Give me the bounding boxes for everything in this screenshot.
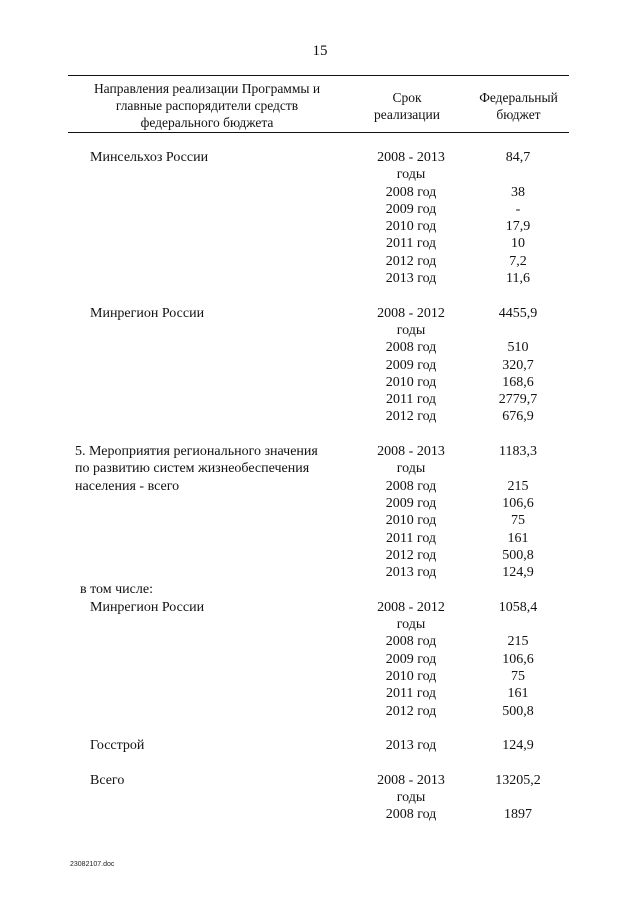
header-period: Срок реализации xyxy=(374,90,440,122)
cell-period: 2011 год xyxy=(385,530,437,546)
cell-period: 2010 год xyxy=(385,219,437,235)
cell-period: 2013 год xyxy=(385,738,437,754)
table-row xyxy=(0,547,640,564)
cell-period: годы xyxy=(396,789,426,805)
table-row xyxy=(0,443,640,460)
cell-budget: 13205,2 xyxy=(495,772,541,788)
table-row xyxy=(0,806,640,823)
cell-period: 2009 год xyxy=(385,651,437,667)
cell-budget: 676,9 xyxy=(502,409,534,425)
table-row xyxy=(0,305,640,322)
cell-direction: Минсельхоз России xyxy=(90,150,209,165)
cell-period: 2008 год xyxy=(385,478,437,494)
cell-direction: в том числе: xyxy=(80,582,153,598)
cell-budget: 84,7 xyxy=(505,150,531,165)
cell-budget: 161 xyxy=(507,686,529,702)
cell-budget: 106,6 xyxy=(502,651,534,667)
table-row xyxy=(0,374,640,391)
cell-budget: 1058,4 xyxy=(498,599,538,615)
cell-period: 2008 - 2012 xyxy=(377,599,445,615)
table-row xyxy=(0,339,640,356)
cell-budget: 500,8 xyxy=(502,703,534,719)
cell-period: 2009 год xyxy=(385,357,437,373)
cell-period: 2012 год xyxy=(385,409,437,425)
cell-budget: 4455,9 xyxy=(498,305,538,321)
cell-period: 2008 год xyxy=(385,340,437,356)
cell-period: 2011 год xyxy=(385,686,437,702)
cell-period: 2010 год xyxy=(385,513,437,529)
table-row xyxy=(0,651,640,668)
row-spacer xyxy=(0,426,640,443)
table-row xyxy=(0,772,640,789)
cell-period: 2013 год xyxy=(385,271,437,287)
table-row xyxy=(0,599,640,616)
cell-budget: 215 xyxy=(507,634,529,650)
table-row xyxy=(0,633,640,650)
cell-period: 2008 - 2013 xyxy=(377,444,445,460)
table-row xyxy=(0,391,640,408)
cell-period: 2008 - 2012 xyxy=(377,305,445,321)
page-number: 15 xyxy=(312,43,328,59)
cell-period: 2009 год xyxy=(385,201,437,217)
table-row xyxy=(0,616,640,633)
table-row xyxy=(0,581,640,598)
cell-budget: 215 xyxy=(507,478,529,494)
cell-budget: 320,7 xyxy=(502,357,534,373)
table-row xyxy=(0,408,640,425)
cell-budget: 1897 xyxy=(504,807,532,823)
cell-budget: 106,6 xyxy=(502,495,534,511)
table-row xyxy=(0,789,640,806)
table-row xyxy=(0,253,640,270)
table-row xyxy=(0,218,640,235)
cell-direction: Минрегион России xyxy=(90,599,205,615)
cell-period: 2012 год xyxy=(385,547,437,563)
table-row xyxy=(0,201,640,218)
cell-direction: по развитию систем жизнеобеспечения xyxy=(75,461,310,477)
table-row xyxy=(0,184,640,201)
cell-direction: Госстрой xyxy=(90,738,145,754)
row-spacer xyxy=(0,754,640,771)
cell-period: 2008 год xyxy=(385,807,437,823)
cell-period: 2011 год xyxy=(385,236,437,252)
cell-direction: населения - всего xyxy=(75,478,180,494)
table-row xyxy=(0,703,640,720)
table-row xyxy=(0,668,640,685)
cell-period: 2012 год xyxy=(385,703,437,719)
cell-budget: 7,2 xyxy=(509,253,527,269)
file-name: 23082107.doc xyxy=(70,861,115,868)
cell-budget: - xyxy=(515,201,521,217)
cell-period: 2013 год xyxy=(385,565,437,581)
cell-period: 2010 год xyxy=(385,374,437,390)
table-row xyxy=(0,685,640,702)
table-row xyxy=(0,564,640,581)
table-row xyxy=(0,495,640,512)
cell-period: 2012 год xyxy=(385,253,437,269)
header-federal-budget: Федеральный бюджет xyxy=(479,90,558,122)
table-row xyxy=(0,235,640,252)
cell-period: годы xyxy=(396,322,426,338)
cell-budget: 168,6 xyxy=(502,374,534,390)
table-row xyxy=(0,270,640,287)
table-row xyxy=(0,460,640,477)
cell-period: 2008 - 2013 xyxy=(377,150,445,165)
cell-budget: 75 xyxy=(511,513,525,529)
cell-period: годы xyxy=(396,617,426,633)
cell-period: 2009 год xyxy=(385,495,437,511)
cell-period: годы xyxy=(396,167,426,183)
table-row xyxy=(0,530,640,547)
cell-budget: 124,9 xyxy=(502,565,534,581)
table-row xyxy=(0,737,640,754)
cell-budget: 161 xyxy=(507,530,529,546)
cell-budget: 500,8 xyxy=(502,547,534,563)
table-row xyxy=(0,357,640,374)
table-row xyxy=(0,322,640,339)
cell-period: 2010 год xyxy=(385,668,437,684)
cell-budget: 17,9 xyxy=(505,219,531,235)
cell-direction: 5. Мероприятия регионального значения xyxy=(75,444,318,460)
row-spacer xyxy=(0,720,640,737)
cell-direction: Всего xyxy=(90,772,125,788)
cell-period: 2008 год xyxy=(385,184,437,200)
cell-budget: 1183,3 xyxy=(499,444,537,460)
cell-budget: 2779,7 xyxy=(498,392,538,408)
cell-direction: Минрегион России xyxy=(90,305,205,321)
cell-budget: 11,6 xyxy=(506,271,530,287)
table-row xyxy=(0,512,640,529)
cell-period: 2008 - 2013 xyxy=(377,772,445,788)
cell-period: 2011 год xyxy=(385,392,437,408)
cell-budget: 510 xyxy=(507,340,529,356)
header-directions: Направления реализации Программы и главные распорядители средств федерального бюджета xyxy=(93,81,321,130)
table-row xyxy=(0,149,640,166)
cell-period: годы xyxy=(396,461,426,477)
table-row xyxy=(0,166,640,183)
cell-budget: 38 xyxy=(511,184,525,200)
table-row xyxy=(0,478,640,495)
table-body xyxy=(0,149,640,824)
cell-budget: 124,9 xyxy=(502,738,534,754)
table-header xyxy=(68,75,569,133)
cell-budget: 10 xyxy=(511,236,525,252)
cell-budget: 75 xyxy=(511,668,525,684)
row-spacer xyxy=(0,287,640,304)
cell-period: 2008 год xyxy=(385,634,437,650)
